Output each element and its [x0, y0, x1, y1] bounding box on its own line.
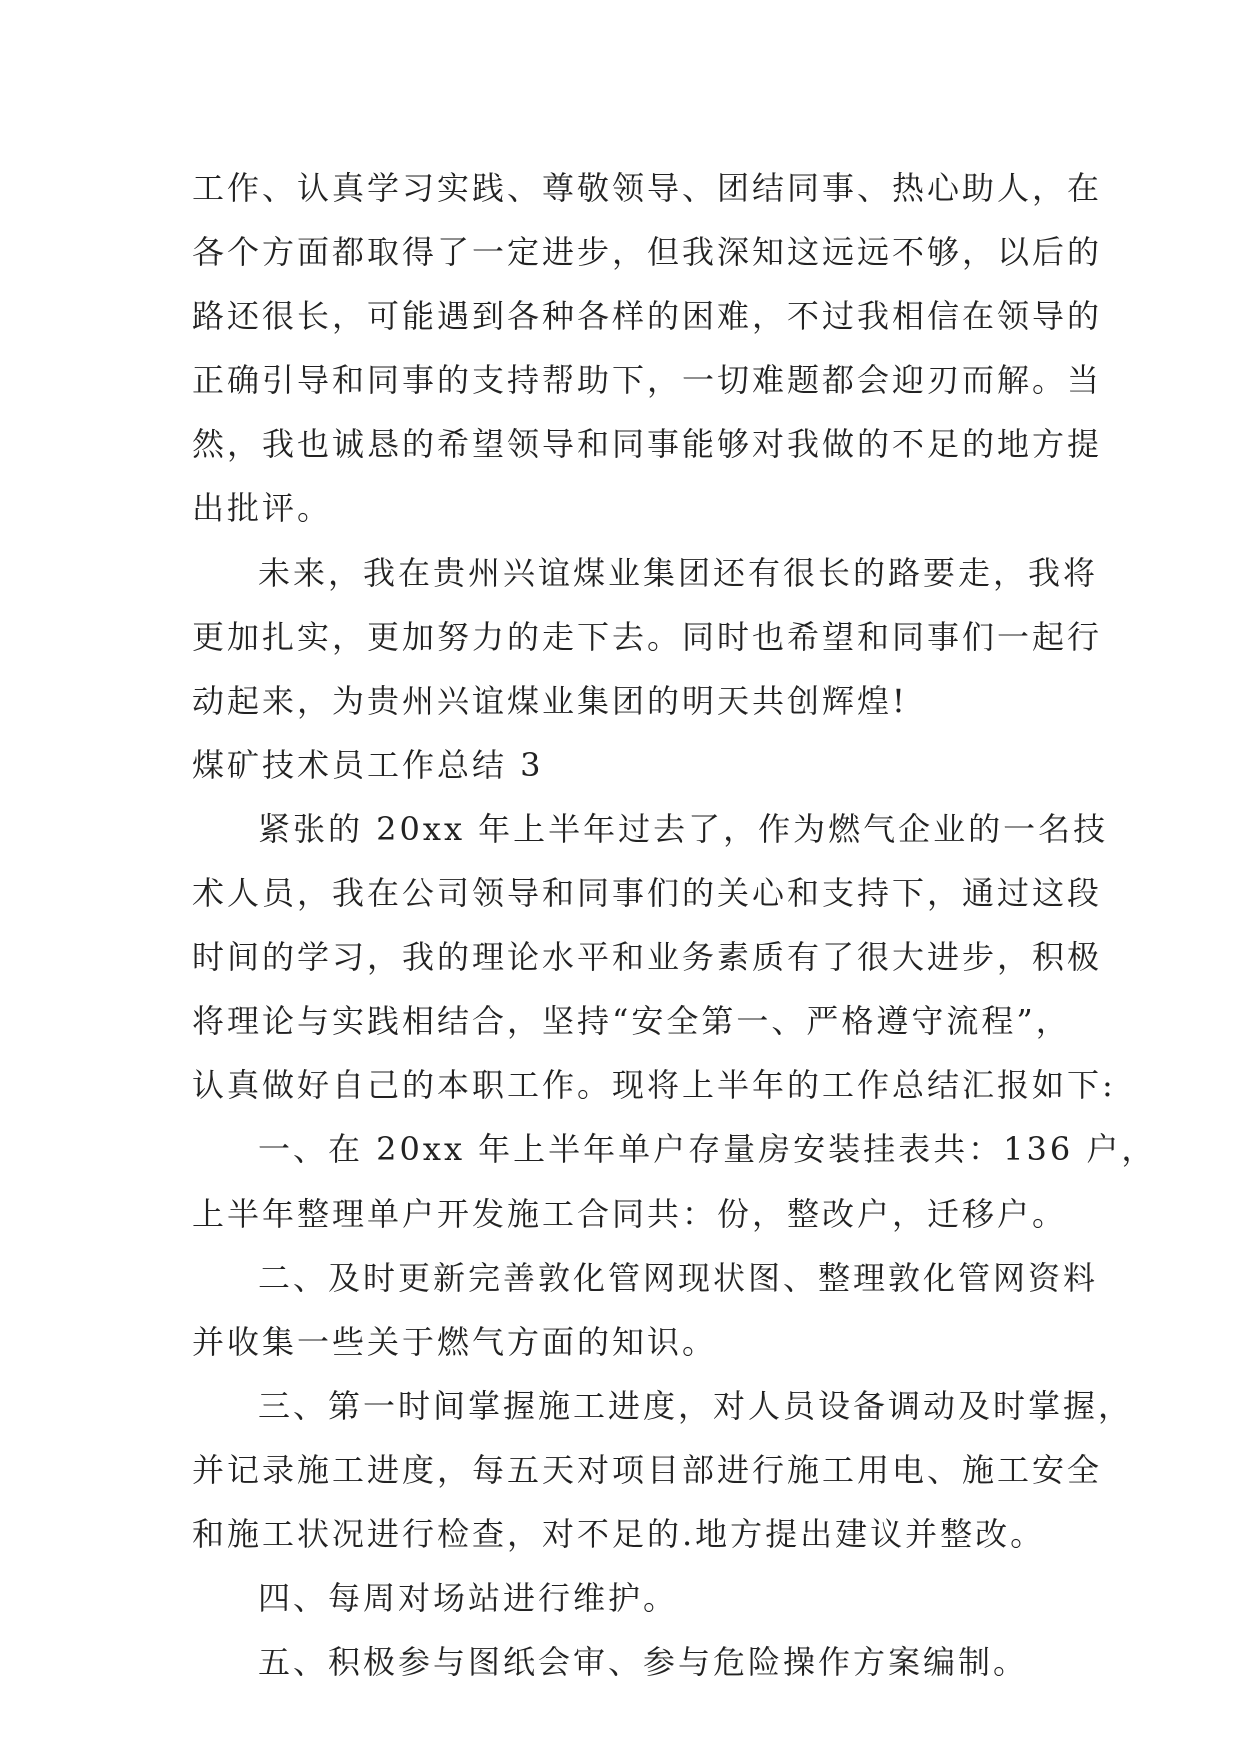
text-line: 上半年整理单户开发施工合同共：份，整改户，迁移户。 — [192, 1194, 1068, 1233]
text-line: 和施工状况进行检查，对不足的.地方提出建议并整改。 — [192, 1514, 1046, 1553]
text-line: 出批评。 — [192, 489, 333, 528]
paragraph-start-line: 紧张的 20xx 年上半年过去了，作为燃气企业的一名技 — [258, 809, 1109, 848]
list-item-line: 二、及时更新完善敦化管网现状图、整理敦化管网资料 — [258, 1258, 1099, 1297]
text-line: 将理论与实践相结合，坚持“安全第一、严格遵守流程”， — [192, 1002, 1071, 1041]
text-line: 并记录施工进度，每五天对项目部进行施工用电、施工安全 — [192, 1450, 1103, 1489]
text-line: 并收集一些关于燃气方面的知识。 — [192, 1322, 718, 1361]
list-item-line: 三、第一时间掌握施工进度，对人员设备调动及时掌握， — [258, 1386, 1134, 1425]
paragraph-start-line: 未来，我在贵州兴谊煤业集团还有很长的路要走，我将 — [258, 553, 1099, 592]
text-line: 更加扎实，更加努力的走下去。同时也希望和同事们一起行 — [192, 617, 1103, 656]
text-line: 各个方面都取得了一定进步，但我深知这远远不够，以后的 — [192, 233, 1103, 272]
text-line: 时间的学习，我的理论水平和业务素质有了很大进步，积极 — [192, 938, 1103, 977]
section-heading: 煤矿技术员工作总结 3 — [192, 745, 544, 784]
text-line: 正确引导和同事的支持帮助下，一切难题都会迎刃而解。当 — [192, 361, 1103, 400]
text-line: 认真做好自己的本职工作。现将上半年的工作总结汇报如下: — [192, 1066, 1116, 1105]
text-line: 路还很长，可能遇到各种各样的困难，不过我相信在领导的 — [192, 297, 1103, 336]
list-item-line: 五、积极参与图纸会审、参与危险操作方案编制。 — [258, 1643, 1029, 1682]
text-line: 然，我也诚恳的希望领导和同事能够对我做的不足的地方提 — [192, 425, 1103, 464]
text-line: 工作、认真学习实践、尊敬领导、团结同事、热心助人，在 — [192, 169, 1103, 207]
list-item-line: 四、每周对场站进行维护。 — [258, 1579, 679, 1618]
text-line: 术人员，我在公司领导和同事们的关心和支持下，通过这段 — [192, 874, 1103, 913]
text-line: 动起来，为贵州兴谊煤业集团的明天共创辉煌! — [192, 681, 908, 720]
list-item-line: 一、在 20xx 年上半年单户存量房安装挂表共：136 户， — [258, 1130, 1157, 1169]
document-body — [192, 156, 1157, 1694]
